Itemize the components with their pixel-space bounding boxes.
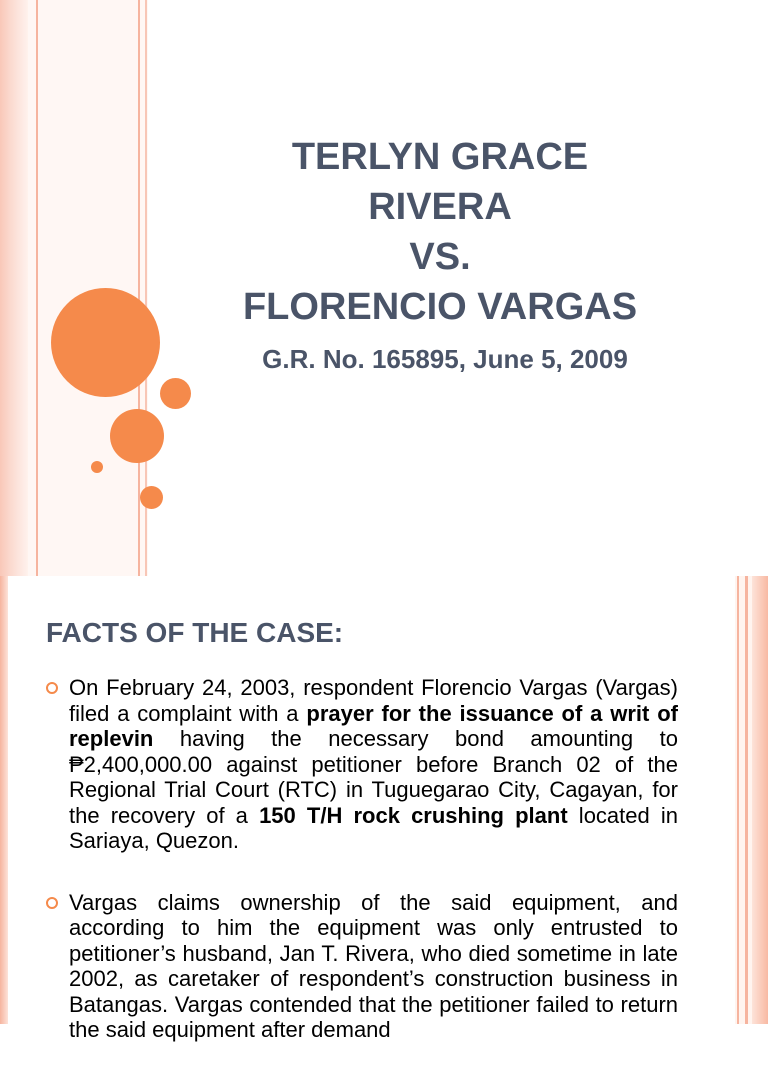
title-line: TERLYN GRACE	[291, 136, 589, 178]
bullet-segment-bold: prayer for the issuance of a writ of replevin	[69, 700, 678, 751]
decorative-circle-small	[140, 486, 163, 509]
title-line: VS.	[409, 236, 471, 278]
title-line: FLORENCIO VARGAS	[242, 286, 638, 328]
bullet-text	[69, 675, 678, 854]
decorative-vertical-line	[36, 0, 38, 576]
bullet-item	[44, 890, 678, 1043]
right-decorative-stripe	[752, 576, 768, 1024]
bullet-segment: Vargas claims ownership of the said equipment, and according to him the equipment was only entrusted to petitioner’s husband, Jan T. Rivera, who died sometime in late 2002, as caretaker of respondent’s construction business in Batangas. Vargas contended that the petitioner failed to return the said equipment after demand	[69, 889, 678, 1042]
decorative-vertical-line	[138, 0, 140, 576]
decorative-circle-large	[51, 288, 160, 397]
section-heading: FACTS OF THE CASE:	[46, 617, 344, 648]
decorative-circle-medium	[110, 409, 164, 463]
hollow-circle-bullet-icon	[46, 897, 58, 909]
decorative-circle-small	[160, 378, 191, 409]
left-light-panel	[28, 0, 148, 576]
left-decorative-stripe	[0, 0, 28, 576]
bullet-item	[44, 675, 678, 854]
bullet-segment: located in Sariaya, Quezon.	[69, 802, 679, 853]
decorative-vertical-line	[745, 576, 748, 1024]
bullet-segment-bold: 150 T/H rock crushing plant	[259, 802, 568, 828]
hollow-circle-bullet-icon	[46, 682, 58, 694]
title-line: RIVERA	[368, 186, 512, 228]
bullet-segment: having the necessary bond amounting to ₱2,400,000.00 against petitioner before Branch 02 of the Regional Trial Court (RTC) in Tuguegarao City, Cagayan, for the recovery of a	[69, 726, 678, 828]
left-decorative-stripe	[0, 576, 8, 1024]
bullet-text	[69, 890, 678, 1043]
case-citation: G.R. No. 165895, June 5, 2009	[262, 344, 628, 374]
bullet-segment: On February 24, 2003, respondent Florencio Vargas (Vargas) filed a complaint with a	[69, 675, 678, 726]
decorative-circle-tiny	[91, 461, 103, 473]
facts-slide	[0, 576, 768, 1042]
decorative-vertical-line	[737, 576, 739, 1024]
facts-bullet-list	[44, 675, 678, 1079]
slide-title	[170, 132, 710, 332]
